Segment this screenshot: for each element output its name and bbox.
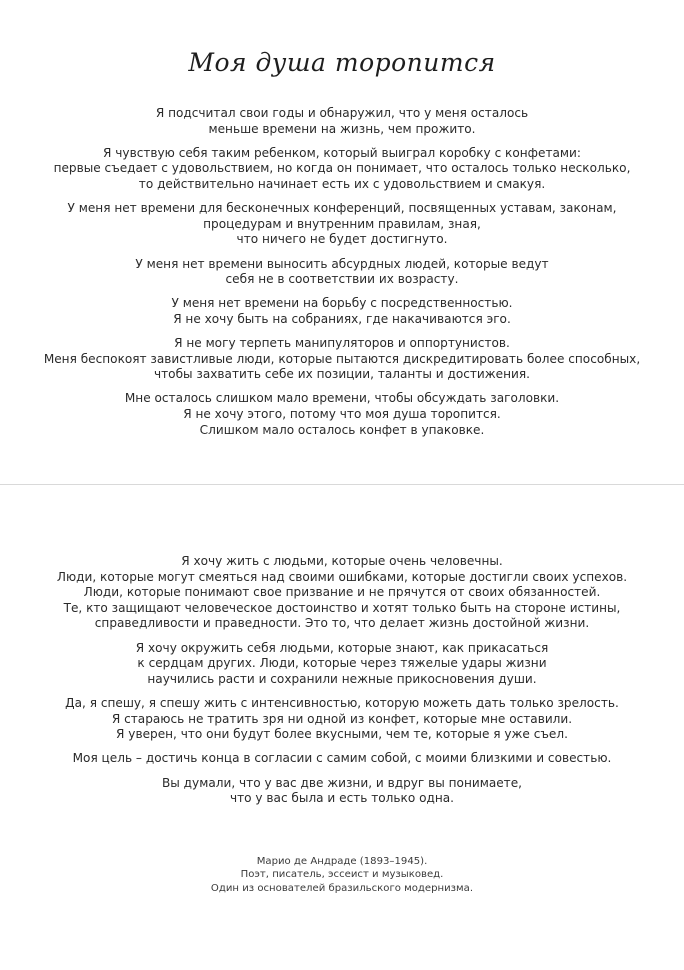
poem-line: научились расти и сохранили нежные прикосновения души. [147, 671, 537, 686]
stanza [0, 554, 684, 632]
poem-line: Меня беспокоят завистливые люди, которые пытаются дискредитировать более способных, [43, 351, 641, 366]
stanza [0, 201, 684, 248]
poem-line: себя не в соответствии их возрасту. [225, 272, 459, 287]
stanza [0, 257, 684, 288]
poem-line: Да, я спешу, я спешу жить с интенсивностью, которую можеть дать только зрелость. [65, 695, 619, 710]
page-divider [0, 484, 684, 485]
poem-line: что у вас была и есть только одна. [229, 791, 455, 806]
stanza [0, 106, 684, 137]
poem-line: Люди, которые могут смеяться над своими ошибками, которые достигли своих успехов. [56, 569, 628, 584]
poem-line: к сердцам других. Люди, которые через тяжелые удары жизни [137, 656, 547, 671]
stanza [0, 751, 684, 767]
poem-line: Вы думали, что у вас две жизни, и вдруг вы понимаете, [161, 775, 523, 790]
poem-line: Люди, которые понимают свое призвание и не прячутся от своих обязанностей. [83, 585, 601, 600]
poem-line: Я хочу окружить себя людьми, которые знают, как прикасаться [135, 640, 549, 655]
poem-line: Я подсчитал свои годы и обнаружил, что у меня осталось [155, 106, 529, 120]
attribution [0, 855, 684, 895]
attribution-line: Один из основателей бразильского модернизма. [210, 882, 474, 894]
poem-line: Я стараюсь не тратить зря ни одной из конфет, которые мне оставили. [111, 711, 573, 726]
poem-line: Я не хочу этого, потому что моя душа торопится. [183, 407, 501, 422]
poem-line: Моя цель – достичь конца в согласии с самим собой, с моими близкими и совестью. [72, 751, 612, 766]
poem-line: меньше времени на жизнь, чем прожито. [208, 121, 476, 136]
poem-line: первые съедает с удовольствием, но когда он понимает, что осталось только несколько, [53, 161, 631, 176]
poem-line: справедливости и праведности. Это то, что делает жизнь достойной жизни. [94, 616, 590, 631]
poem-line: У меня нет времени на борьбу с посредственностью. [171, 296, 513, 311]
poem-line: то действительно начинает есть их с удовольствием и смакуя. [138, 176, 546, 191]
stanzas-bottom [0, 554, 684, 815]
poem-line: процедурам и внутренним правилам, зная, [203, 216, 481, 231]
stanza [0, 641, 684, 688]
stanza [0, 776, 684, 807]
attribution-line: Марио де Андраде (1893–1945). [256, 856, 428, 867]
poem-line: У меня нет времени для бесконечных конференций, посвященных уставам, законам, [67, 201, 617, 216]
poem-line: Мне осталось слишком мало времени, чтобы обсуждать заголовки. [124, 391, 560, 406]
stanzas-top [0, 106, 684, 447]
poem-line: Я уверен, что они будут более вкусными, чем те, которые я уже съел. [116, 727, 568, 742]
stanza [0, 296, 684, 327]
poem-line: что ничего не будет достигнуто. [236, 232, 448, 247]
stanza [0, 146, 684, 193]
stanza [0, 336, 684, 383]
poem-line: Те, кто защищают человеческое достоинство и хотят только быть на стороне истины, [63, 600, 621, 615]
stanza [0, 696, 684, 743]
poem-line: У меня нет времени выносить абсурдных людей, которые ведут [135, 256, 549, 271]
poem-title: Моя душа торопится [188, 48, 496, 77]
poem-line: Я хочу жить с людьми, которые очень человечны. [181, 554, 503, 568]
poem-line: Я не могу терпеть манипуляторов и оппортунистов. [174, 336, 510, 351]
poem-line: чтобы захватить себе их позиции, таланты и достижения. [153, 367, 530, 382]
stanza [0, 391, 684, 438]
poem-line: Я не хочу быть на собраниях, где накачиваются эго. [173, 311, 511, 326]
poem-line: Я чувствую себя таким ребенком, который выиграл коробку с конфетами: [103, 145, 581, 160]
poem-line: Слишком мало осталось конфет в упаковке. [199, 422, 485, 437]
attribution-line: Поэт, писатель, эссеист и музыковед. [240, 869, 444, 881]
